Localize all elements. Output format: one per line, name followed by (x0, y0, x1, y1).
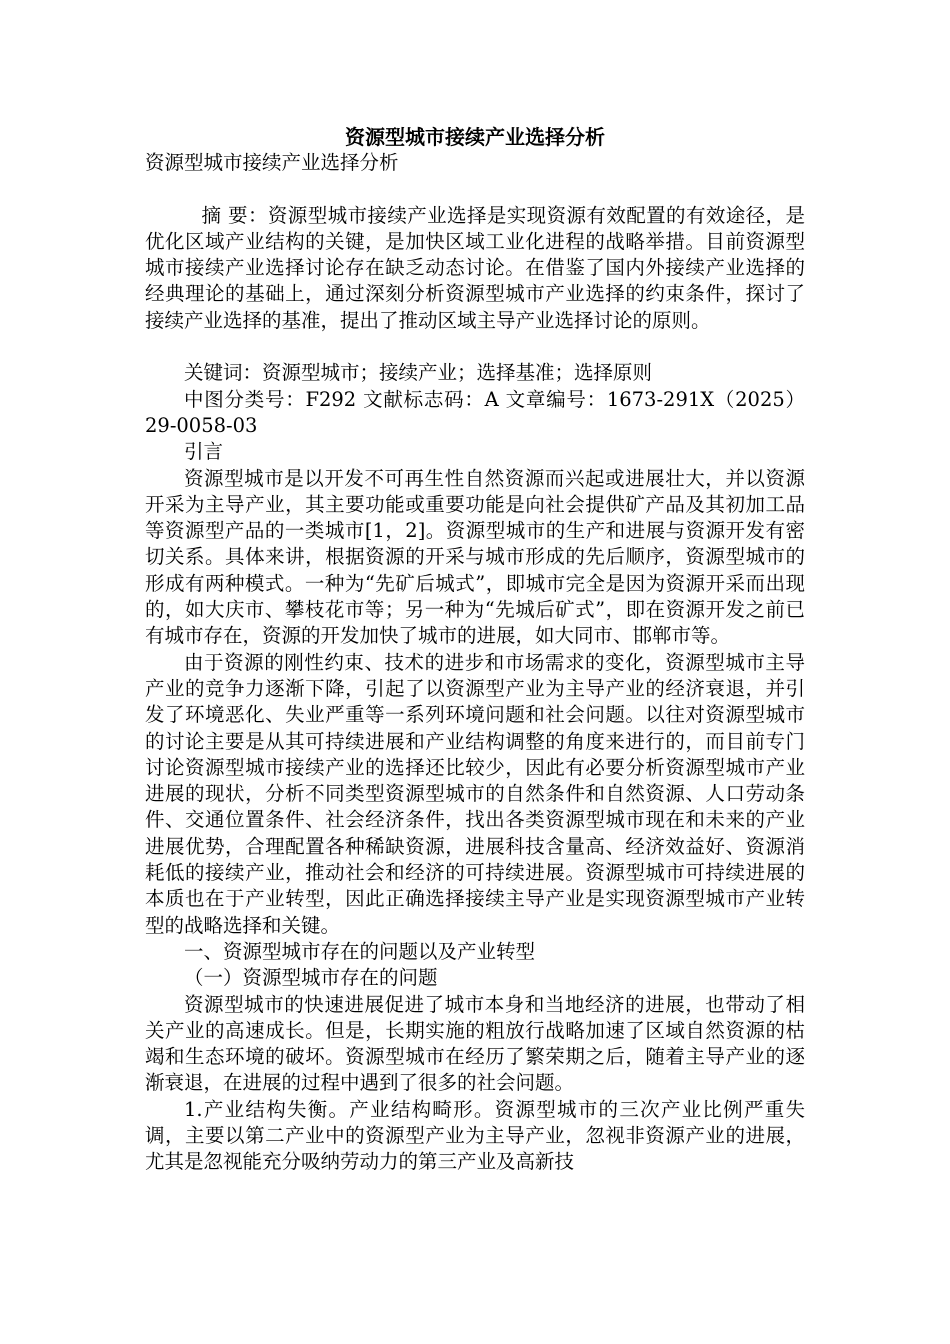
section-1-1-paragraph-1: 资源型城市的快速进展促进了城市本身和当地经济的进展，也带动了相关产业的高速成长。但是，长期实施的粗放行战略加速了区域自然资源的枯竭和生态环境的破坏。资源型城市在经历了繁荣期之后，随着主导产业的逐渐衰退，在进展的过程中遇到了很多的社会问题。 (145, 992, 805, 1095)
classification-line: 中图分类号：F292 文献标志码：A 文章编号：1673-291X（2025）29-0058-03 (145, 387, 805, 437)
section-1-heading: 一、资源型城市存在的问题以及产业转型 (184, 939, 536, 963)
document-subtitle: 资源型城市接续产业选择分析 (145, 151, 399, 174)
intro-paragraph-1: 资源型城市是以开发不可再生性自然资源而兴起或进展壮大，并以资源开采为主导产业，其主要功能或重要功能是向社会提供矿产品及其初加工品等资源型产品的一类城市[1，2]。资源型城市的生产和进展与资源开发有密切关系。具体来讲，根据资源的开采与城市形成的先后顺序，资源型城市的形成有两种模式。一种为“先矿后城式”，即城市完全是因为资源开采而出现的，如大庆市、攀枝花市等；另一种为“先城后矿式”，即在资源开发之前已有城市存在，资源的开发加快了城市的进展，如大同市、邯郸市等。 (145, 466, 805, 648)
intro-heading: 引言 (184, 440, 224, 464)
keywords-line: 关键词：资源型城市；接续产业；选择基准；选择原则 (184, 361, 653, 385)
document-title: 资源型城市接续产业选择分析 (345, 125, 605, 149)
blank-line (145, 176, 805, 202)
document-body (145, 150, 805, 1176)
section-1-1-paragraph-2: 1.产业结构失衡。产业结构畸形。资源型城市的三次产业比例严重失调，主要以第二产业中的资源型产业为主导产业，忽视非资源产业的进展，尤其是忽视能充分吸纳劳动力的第三产业及高新技 (145, 1097, 805, 1174)
intro-paragraph-2: 由于资源的刚性约束、技术的进步和市场需求的变化，资源型城市主导产业的竞争力逐渐下降，引起了以资源型产业为主导产业的经济衰退，并引发了环境恶化、失业严重等一系列环境问题和社会问题。以往对资源型城市的讨论主要是从其可持续进展和产业结构调整的角度来进行的，而目前专门讨论资源型城市接续产业的选择还比较少，因此有必要分析资源型城市产业进展的现状，分析不同类型资源型城市的自然条件和自然资源、人口劳动条件、交通位置条件、社会经济条件，找出各类资源型城市现在和未来的产业进展优势，合理配置各种稀缺资源，进展科技含量高、经济效益好、资源消耗低的接续产业，推动社会和经济的可持续进展。资源型城市可持续进展的本质也在于产业转型，因此正确选择接续主导产业是实现资源型城市产业转型的战略选择和关键。 (145, 650, 805, 937)
blank-line (145, 334, 805, 360)
abstract-paragraph: 摘 要：资源型城市接续产业选择是实现资源有效配置的有效途径，是优化区域产业结构的关键，是加快区域工业化进程的战略举措。目前资源型城市接续产业选择讨论存在缺乏动态讨论。在借鉴了国内外接续产业选择的经典理论的基础上，通过深刻分析资源型城市产业选择的约束条件，探讨了接续产业选择的基准，提出了推动区域主导产业选择讨论的原则。 (145, 203, 805, 332)
section-1-1-heading: （一）资源型城市存在的问题 (184, 966, 438, 990)
